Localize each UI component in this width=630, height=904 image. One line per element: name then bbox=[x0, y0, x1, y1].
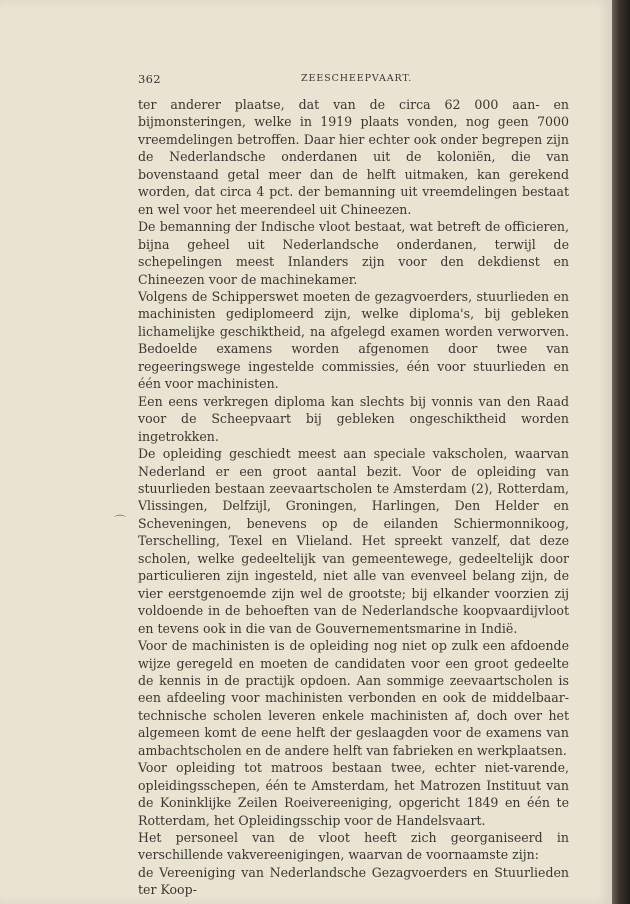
paragraph: Voor de machinisten is de opleiding nog niet op zulk een afdoende wijze geregeld en moeten de candidaten voor een groot gedeelte de kennis in de practijk opdoen. Aan sommige zeevaartscholen is een afdeeling voor machinisten verbonden en ook de middelbaar-technische scholen leveren enkele machinisten af, doch over het algemeen komt de eene helft der geslaagden voor de examens van ambachtscholen en de andere helft van fabrieken en werkplaatsen. bbox=[138, 638, 569, 758]
running-title: ZEESCHEEPVAART. bbox=[301, 73, 413, 84]
paragraph: De opleiding geschiedt meest aan speciale vakscholen, waarvan Nederland er een groot aantal bezit. Voor de opleiding van stuurlieden bestaan zeevaartscholen te Amsterdam (2), Rotterdam, Vlissingen, Delfzijl, Groningen, Harlingen, Den Helder en Scheveningen, benevens op de eilanden Schiermonnikoog, Terschelling, Texel en Vlieland. Het spreekt vanzelf, dat deze scholen, welke gedeeltelijk van gemeentewege, gedeeltelijk door particulieren zijn ingesteld, niet alle van evenveel belang zijn, de vier eerstgenoemde zijn wel de grootste; bij elkander voorzien zij voldoende in de behoeften van de Nederlandsche koopvaardijvloot en tevens ook in die van de Gouvernementsmarine in Indië. bbox=[138, 446, 569, 636]
paragraph: De bemanning der Indische vloot bestaat, wat betreft de officieren, bijna geheel uit Nederlandsche onderdanen, terwijl de schepelingen meest Inlanders zijn voor den dekdienst en Chineezen voor de machinekamer. bbox=[138, 219, 569, 287]
book-edge bbox=[612, 0, 630, 904]
paragraph: ter anderer plaatse, dat van de circa 62 000 aan- en bijmonsteringen, welke in 1919 plaats vonden, nog geen 7000 vreemdelingen betroffen. Daar hier echter ook onder begrepen zijn de Nederlandsche onderdanen uit de koloniën, die van bovenstaand getal meer dan de helft uitmaken, kan gerekend worden, dat circa 4 pct. der bemanning uit vreemdelingen bestaat en wel voor het meerendeel uit Chineezen. bbox=[138, 97, 569, 217]
body-text bbox=[138, 96, 569, 899]
paragraph: Volgens de Schipperswet moeten de gezagvoerders, stuurlieden en machinisten gediplomeerd zijn, welke diploma's, bij gebleken lichamelijke geschiktheid, na afgelegd examen worden verworven. Bedoelde examens worden afgenomen door twee van regeeringswege ingestelde commissies, één voor stuurlieden en één voor machinisten. bbox=[138, 288, 569, 392]
paragraph: Het personeel van de vloot heeft zich georganiseerd in verschillende vakvereenigingen, waarvan de voornaamste zijn: bbox=[138, 830, 569, 863]
paragraph: Een eens verkregen diploma kan slechts bij vonnis van den Raad voor de Scheepvaart bij gebleken ongeschiktheid worden ingetrokken. bbox=[138, 393, 569, 444]
page-number: 362 bbox=[138, 72, 161, 86]
paragraph: Voor opleiding tot matroos bestaan twee, echter niet-varende, opleidingsschepen, één te Amsterdam, het Matrozen Instituut van de Koninklijke Zeilen Roeivereeniging, opgericht 1849 en één te Rotterdam, het Opleidingsschip voor de Handelsvaart. bbox=[138, 760, 569, 828]
margin-pencil-mark: ⌒ bbox=[114, 514, 127, 528]
paragraph: de Vereeniging van Nederlandsche Gezagvoerders en Stuurlieden ter Koop- bbox=[138, 864, 569, 898]
